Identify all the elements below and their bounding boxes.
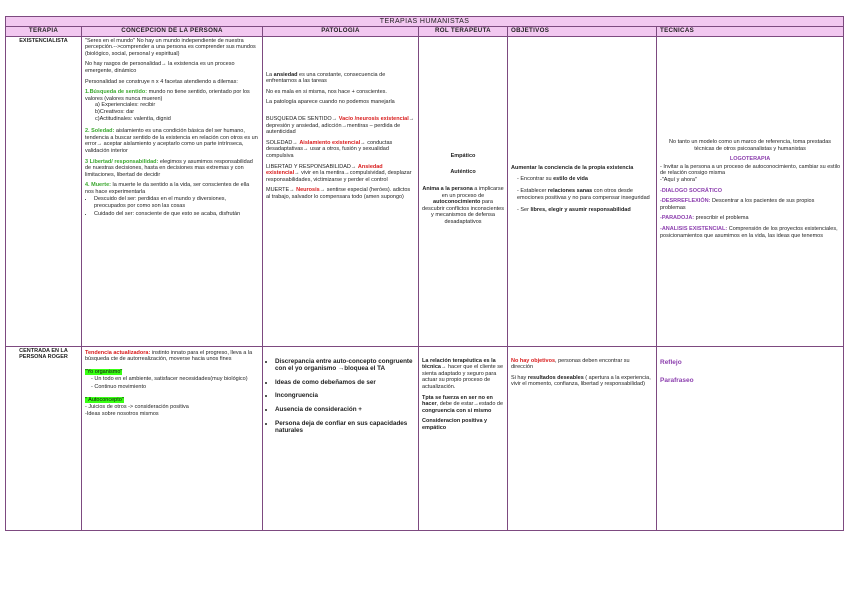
humanist-therapies-table (5, 16, 844, 531)
header-tecnicas: TECNICAS (657, 27, 844, 37)
rol-item: Consideracion positiva y empático (422, 418, 488, 431)
rol-item: Auténtico (450, 169, 476, 176)
objective-item: Si hay resultados deseables ( apertura a la experiencia, vivir el momento, confianza, libertad y responsabilidad) (511, 374, 651, 388)
pathology-name: Aislamiento existencial (299, 139, 361, 146)
pathology-libertad: LIBERTAD Y RESPONSABILIDAD→ Ansiedad existencial→ vivir en la mentira→compulsividad, desplazar responsabilidades, victimizarse y perder el control (266, 163, 412, 183)
technique-paradoja: -PARADOJA: prescribir el problema (660, 215, 749, 222)
row-centrada (6, 346, 844, 530)
keyword: ansiedad (273, 71, 298, 78)
tecnicas-intro: No tanto un modelo como un marco de referencia, toma prestadas técnicas de otros psicoanalistas y humanistas (669, 139, 832, 152)
header-rol: ROL TERAPEUTA (419, 27, 508, 37)
objective-title: Aumentar la conciencia de la propia existencia (511, 165, 634, 172)
rol-cell (419, 346, 508, 530)
concepcion-paragraph: No hay rasgos de personalidad→ la existencia es un proceso emergente, dinámico (85, 61, 235, 74)
list-item: • Persona deja de confiar en sus capacidades naturales (275, 420, 415, 435)
pathology-sentido: BUSQUEDA DE SENTIDO→ Vacío /neurosis existencial→ depresión y ansiedad, adicción→mentiras – perdida de autenticidad (266, 115, 415, 136)
facet-libertad (85, 159, 259, 179)
patologia-paragraph: La ansiedad es una constante, consecuencia de enfrentarnos a las tareas (266, 71, 386, 85)
tecnicas-cell (657, 346, 844, 530)
rol-item: Empático (450, 152, 476, 159)
rol-item: Anima a la persona a implicarse en un proceso de autoconocimiento para descubrir conflictos inconscientes y mecanismos de defensa desadaptativos (422, 185, 504, 225)
title-row (6, 17, 844, 27)
value-item: a) Experienciales: recibir (95, 102, 156, 109)
table-title: TERAPIAS HUMANISTAS (6, 17, 844, 27)
patologia-list (266, 358, 415, 435)
facet-sentido (85, 89, 259, 102)
pathology-name: Vacío /neurosis existencial (338, 115, 409, 122)
patologia-cell (263, 346, 419, 530)
pathology-muerte: MUERTE→ Neurosis→ sentirse especial (heróes). adictos al trabajo, salvador lo compensara todo (amen supongo) (266, 187, 411, 200)
list-item: - Continuo movimiento (91, 384, 259, 391)
patologia-paragraph: No es mala en si misma, nos hace + conscientes. (266, 88, 387, 95)
therapy-name: CENTRADA EN LA PERSONA ROGER (6, 346, 82, 530)
list-item: - Ser libres, elegir y asumir responsabilidad (517, 207, 653, 214)
patologia-cell (263, 36, 419, 346)
row-existencialista (6, 36, 844, 346)
technique-title: Parafraseo (660, 377, 694, 385)
pathology-name: Neurosis (296, 187, 320, 194)
list-item: • Ausencia de consideración + (275, 406, 415, 414)
technique-title: Reflejo (660, 358, 682, 366)
concepcion-cell (82, 346, 263, 530)
yo-organismo-label: "Yo organismo" (85, 368, 123, 375)
list-item: • Incongruencia (275, 392, 415, 400)
concepcion-cell (82, 36, 263, 346)
patologia-paragraph: La patología aparece cuando no podemos manejarla (266, 99, 395, 106)
rol-item: Tpta se fuerza en ser no en hacer, debe de estar→estado de congruencia con si mismo (422, 394, 504, 414)
pathology-name: Ansiedad existencial (266, 163, 383, 177)
list-item: - Juicios de otros -> consideración positiva (85, 404, 189, 411)
rol-item: La relación terapéutica es la técnica→ hacer que el cliente se sienta adaptado y seguro para actuar su propio proceso de actualización. (422, 357, 504, 390)
list-item: • Discrepancia entre auto-concepto congruente con el yo organismo →bloquea el TA (275, 358, 415, 373)
facet-text: la muerte le da sentido a la vida, ser conscientes de ella nos hace experimentarla (85, 182, 250, 195)
facet-title: 1.Búsqueda de sentido: (85, 89, 148, 96)
objectives-list (511, 176, 653, 214)
therapy-name: EXISTENCIALISTA (6, 36, 82, 346)
tecnicas-cell (657, 36, 844, 346)
facet-text: elegimos y asumimos responsabilidad de nuestras decisiones, hasta en decisiones mas extremas y con limitaciones, libertad de decidir (85, 158, 253, 178)
rol-cell (419, 36, 508, 346)
header-concepcion: CONCEPCION DE LA PERSONA (82, 27, 263, 37)
facet-text: aislamiento es una condición básica del ser humano, tendencia a buscar sentido de la existencia en relación con otros es un error→ aceptar aislamiento y aceptarlo como un parte intrínseca, validación interior (85, 128, 258, 154)
header-terapia: TERAPIA (6, 27, 82, 37)
objetivos-cell (508, 36, 657, 346)
autoconcepto-label: " Autoconcepto" (85, 396, 124, 403)
header-row (6, 27, 844, 37)
objective-item: No hay objetivos, personas deben encontrar su dirección (511, 357, 630, 371)
technique-text: - Invitar a la persona a un proceso de autoconocimiento, cambiar su estilo de relación consigo misma (660, 163, 841, 177)
technique-desrreflexion: -DESRREFLEXIÓN: Descentrar a los pacientes de sus propios problemas (660, 198, 815, 211)
objetivos-cell (508, 346, 657, 530)
list-item: • Descuido del ser: perdidas en el mundo y diversiones, preocupados por como son las cosas (94, 196, 259, 209)
yo-organismo-list (85, 376, 259, 390)
facet-values (85, 102, 259, 122)
facet-title: 4. Muerte: (85, 182, 111, 189)
facet-title: 3 Libertad/ responsabilidad: (85, 158, 159, 165)
facet-text: mundo no tiene sentido, orientado por los valores (valores nunca mueren) (85, 89, 250, 102)
concepcion-paragraph: Personalidad se construye n x 4 facetas atendiendo a dilemas: (85, 78, 238, 85)
list-item: - Establecer relaciones sanas con otros desde emociones positivas y no para compensar inseguridad (517, 188, 653, 201)
concepcion-paragraph: "Seres en el mundo" No hay un mundo independiente de nuestra percepción.-->comprender a una persona es comprender sus mundos (biológico, social, personal y espiritual) (85, 37, 256, 57)
muerte-list (85, 196, 259, 217)
facet-muerte (85, 182, 259, 195)
technique-analisis: -ANALISIS EXISTENCIAL: Comprensión de los proyectos existenciales, posicionamientos que asumimos en la vida, las ideas que tenemos (660, 225, 838, 239)
value-item: b)Creativos: dar (95, 108, 135, 115)
header-patologia: PATOLOGÍA (263, 27, 419, 37)
header-objetivos: OBJETIVOS (508, 27, 657, 37)
facet-title: 2. Soledad: (85, 128, 115, 135)
value-item: c)Actitudinales: valentía, dignid (95, 115, 171, 122)
facet-soledad (85, 128, 259, 154)
list-item: • Cuidado del ser: consciente de que esto se acaba, disfrután (94, 211, 259, 218)
pathology-soledad: SOLEDAD→ Aislamiento existencial→ conductas desadaptativas→ usar a otros, fusión y sexualidad compulsiva (266, 139, 393, 159)
technique-text: -"Aquí y ahora" (660, 177, 697, 183)
list-item: - Encontrar su estilo de vida (517, 176, 653, 183)
list-item: - Un todo en el ambiente, satisfacer necesidades(muy biológico) (91, 376, 259, 383)
concepcion-paragraph: Tendencia actualizadora: instinto innato para el progreso, lleva a la búsqueda cte de autorrealización, moverse hacia unos fines (85, 349, 253, 363)
technique-title: LOGOTERAPIA (729, 156, 771, 163)
technique-title: -DIALOGO SOCRÁTICO (660, 187, 723, 194)
list-item: • Ideas de como debeñamos de ser (275, 379, 415, 387)
list-item: -Ideas sobre nosotros mismos (85, 410, 159, 417)
